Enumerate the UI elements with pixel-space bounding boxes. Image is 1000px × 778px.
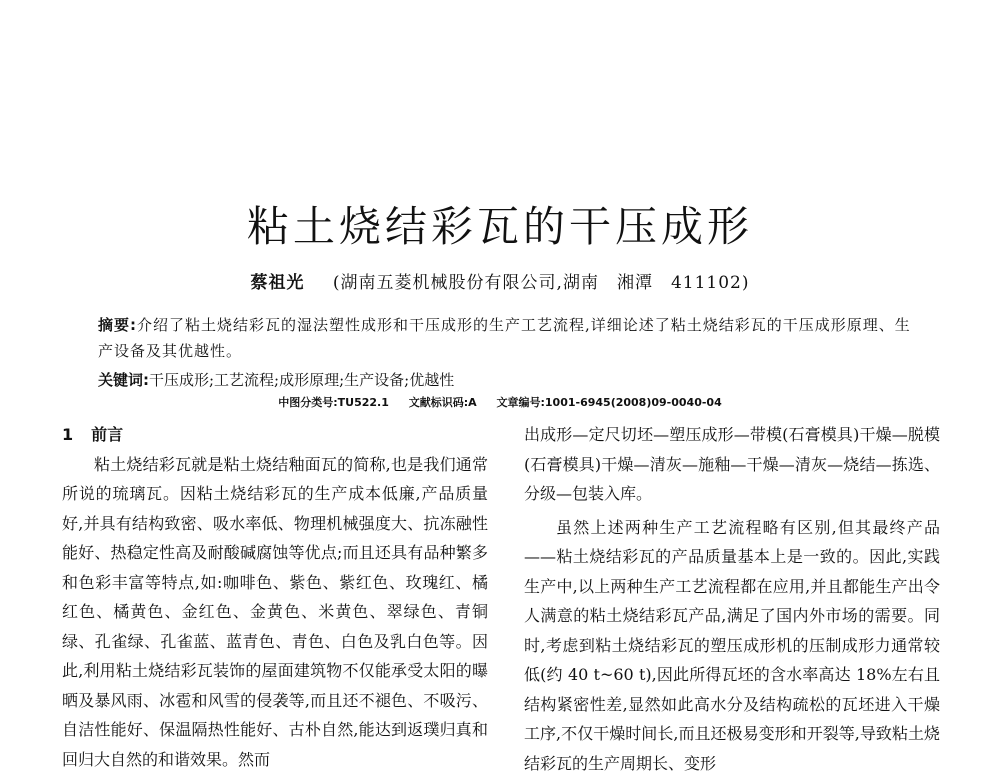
clc-number: 中图分类号:TU522.1 <box>278 396 389 409</box>
classification-line <box>0 394 1000 410</box>
abstract-label: 摘要: <box>98 316 137 334</box>
section-title: 前言 <box>91 425 123 444</box>
body-paragraph-continued: 出成形—定尺切坯—塑压成形—带模(石膏模具)干燥—脱模(石膏模具)干燥—清灰—施釉—干燥—清灰—烧结—拣选、分级—包装入库。 <box>524 420 940 509</box>
abstract <box>98 312 918 364</box>
right-column <box>524 420 940 778</box>
document-code: 文献标识码:A <box>409 396 477 409</box>
author-line <box>0 268 1000 293</box>
left-column <box>62 420 488 774</box>
body-paragraph: 虽然上述两种生产工艺流程略有区别,但其最终产品——粘土烧结彩瓦的产品质量基本上是一致的。因此,实践生产中,以上两种生产工艺流程都在应用,并且都能生产出令人满意的粘土烧结彩瓦产品,满足了国内外市场的需要。同时,考虑到粘土烧结彩瓦的塑压成形机的压制成形力通常较低(约 40 t~60 t),因此所得瓦坯的含水率高达 18%左右且结构紧密性差,显然如此高水分及结构疏松的瓦坯进入干燥工序,不仅干燥时间长,而且还极易变形和开裂等,导致粘土烧结彩瓦的生产周期长、变形 <box>524 513 940 778</box>
author-affiliation: (湖南五菱机械股份有限公司,湖南 湘潭 411102) <box>333 273 750 293</box>
keywords <box>98 368 918 392</box>
abstract-text: 介绍了粘土烧结彩瓦的湿法塑性成形和干压成形的生产工艺流程,详细论述了粘土烧结彩瓦的干压成形原理、生产设备及其优越性。 <box>98 316 911 360</box>
keywords-label: 关键词: <box>98 371 149 389</box>
section-number: 1 <box>62 425 73 444</box>
keywords-text: 干压成形;工艺流程;成形原理;生产设备;优越性 <box>149 371 454 389</box>
section-heading <box>62 420 488 450</box>
author-name: 蔡祖光 <box>251 273 305 293</box>
article-number: 文章编号:1001-6945(2008)09-0040-04 <box>497 396 722 409</box>
body-paragraph: 粘土烧结彩瓦就是粘土烧结釉面瓦的简称,也是我们通常所说的琉璃瓦。因粘土烧结彩瓦的生产成本低廉,产品质量好,并具有结构致密、吸水率低、物理机械强度大、抗冻融性能好、热稳定性高及耐酸碱腐蚀等优点;而且还具有品种繁多和色彩丰富等特点,如:咖啡色、紫色、紫红色、玫瑰红、橘红色、橘黄色、金红色、金黄色、米黄色、翠绿色、青铜绿、孔雀绿、孔雀蓝、蓝青色、青色、白色及乳白色等。因此,利用粘土烧结彩瓦装饰的屋面建筑物不仅能承受太阳的曝晒及暴风雨、冰雹和风雪的侵袭等,而且还不褪色、不吸污、自洁性能好、保温隔热性能好、古朴自然,能达到返璞归真和回归大自然的和谐效果。然而 <box>62 450 488 775</box>
paper-title: 粘土烧结彩瓦的干压成形 <box>0 194 1000 254</box>
